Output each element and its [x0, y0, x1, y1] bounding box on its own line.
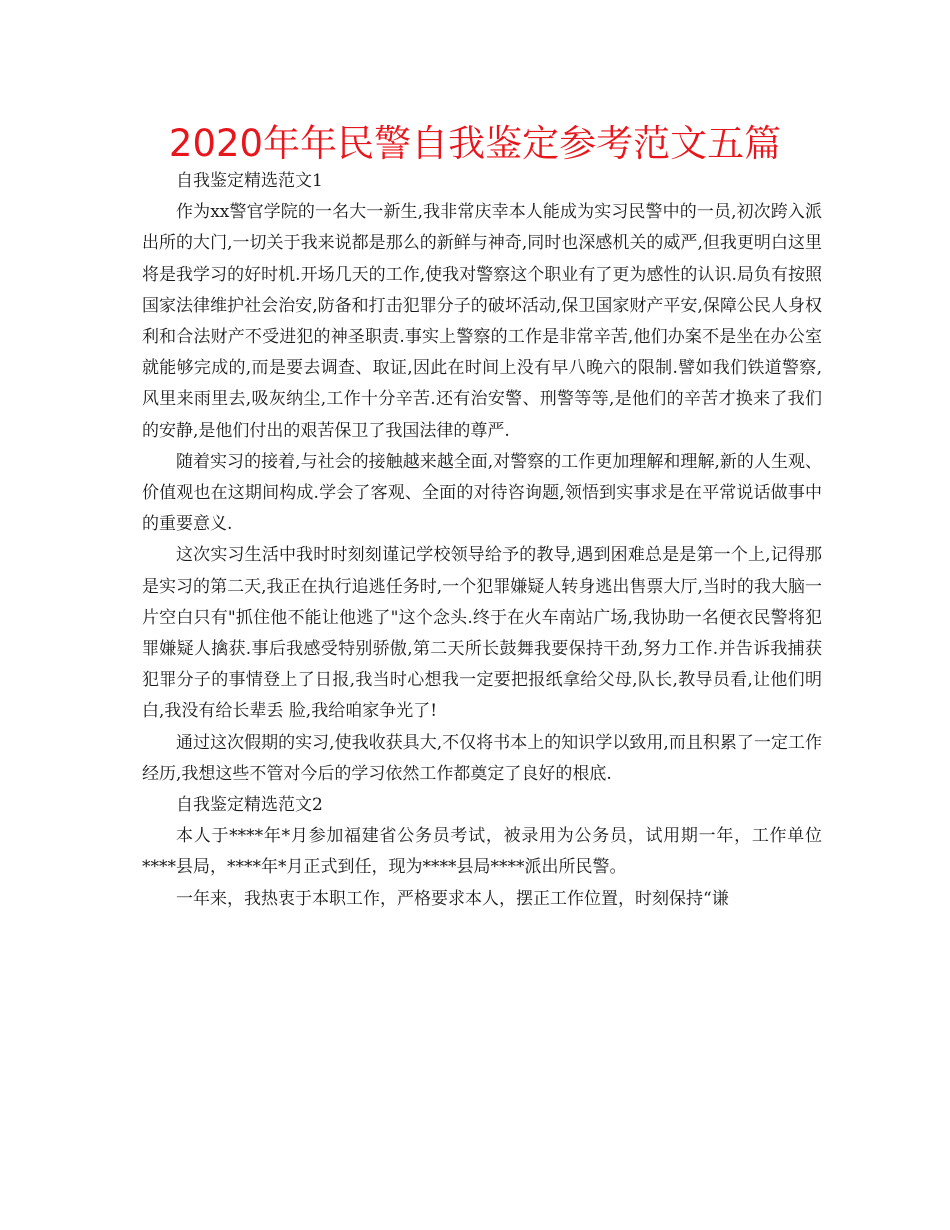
document-body	[142, 166, 822, 915]
paragraph: 一年来，我热衷于本职工作，严格要求本人，摆正工作位置，时刻保持“谦	[176, 888, 729, 909]
section-heading: 自我鉴定精选范文1	[176, 171, 323, 191]
section-heading: 自我鉴定精选范文2	[176, 795, 323, 816]
paragraph: 作为xx警官学院的一名大一新生,我非常庆幸本人能成为实习民警中的一员,初次跨入派出所的大门,一切关于我来说都是那么的新鲜与神奇,同时也深感机关的威严,但我更明白这里将是我学习的好时机.开场几天的工作,使我对警察这个职业有了更为感性的认识.局负有按照国家法律维护社会治安,防备和打击犯罪分子的破坏活动,保卫国家财产平安,保障公民人身权利和合法财产不受进犯的神圣职责.事实上警察的工作是非常辛苦,他们办案不是坐在办公室就能够完成的,而是要去调查、取证,因此在时间上没有早八晚六的限制.譬如我们铁道警察,风里来雨里去,吸灰纳尘,工作十分辛苦.还有治安警、刑警等等,是他们的辛苦才换来了我们的安静,是他们付出的艰苦保卫了我国法律的尊严.	[142, 202, 822, 441]
paragraph: 通过这次假期的实习,使我收获具大,不仅将书本上的知识学以致用,而且积累了一定工作经历,我想这些不管对今后的学习依然工作都奠定了良好的根底.	[142, 732, 822, 784]
document-title: 2020年年民警自我鉴定参考范文五篇	[168, 122, 782, 165]
paragraph: 随着实习的接着,与社会的接触越来越全面,对警察的工作更加理解和理解,新的人生观、价值观也在这期间构成.学会了客观、全面的对待咨询题,领悟到实事求是在平常说话做事中的重要意义.	[142, 451, 822, 535]
paragraph: 这次实习生活中我时时刻刻谨记学校领导给予的教导,遇到困难总是是第一个上,记得那是实习的第二天,我正在执行追逃任务时,一个犯罪嫌疑人转身逃出售票大厅,当时的我大脑一片空白只有"抓住他不能让他逃了"这个念头.终于在火车南站广场,我协助一名便衣民警将犯罪嫌疑人擒获.事后我感受特别骄傲,第二天所长鼓舞我要保持干劲,努力工作.并告诉我捕获犯罪分子的事情登上了日报,我当时心想我一定要把报纸拿给父母,队长,教导员看,让他们明白,我没有给长辈丢 脸,我给咱家争光了!	[142, 545, 822, 722]
paragraph: 本人于****年*月参加福建省公务员考试，被录用为公务员，试用期一年，工作单位****县局，****年*月正式到任，现为****县局****派出所民警。	[142, 826, 822, 878]
